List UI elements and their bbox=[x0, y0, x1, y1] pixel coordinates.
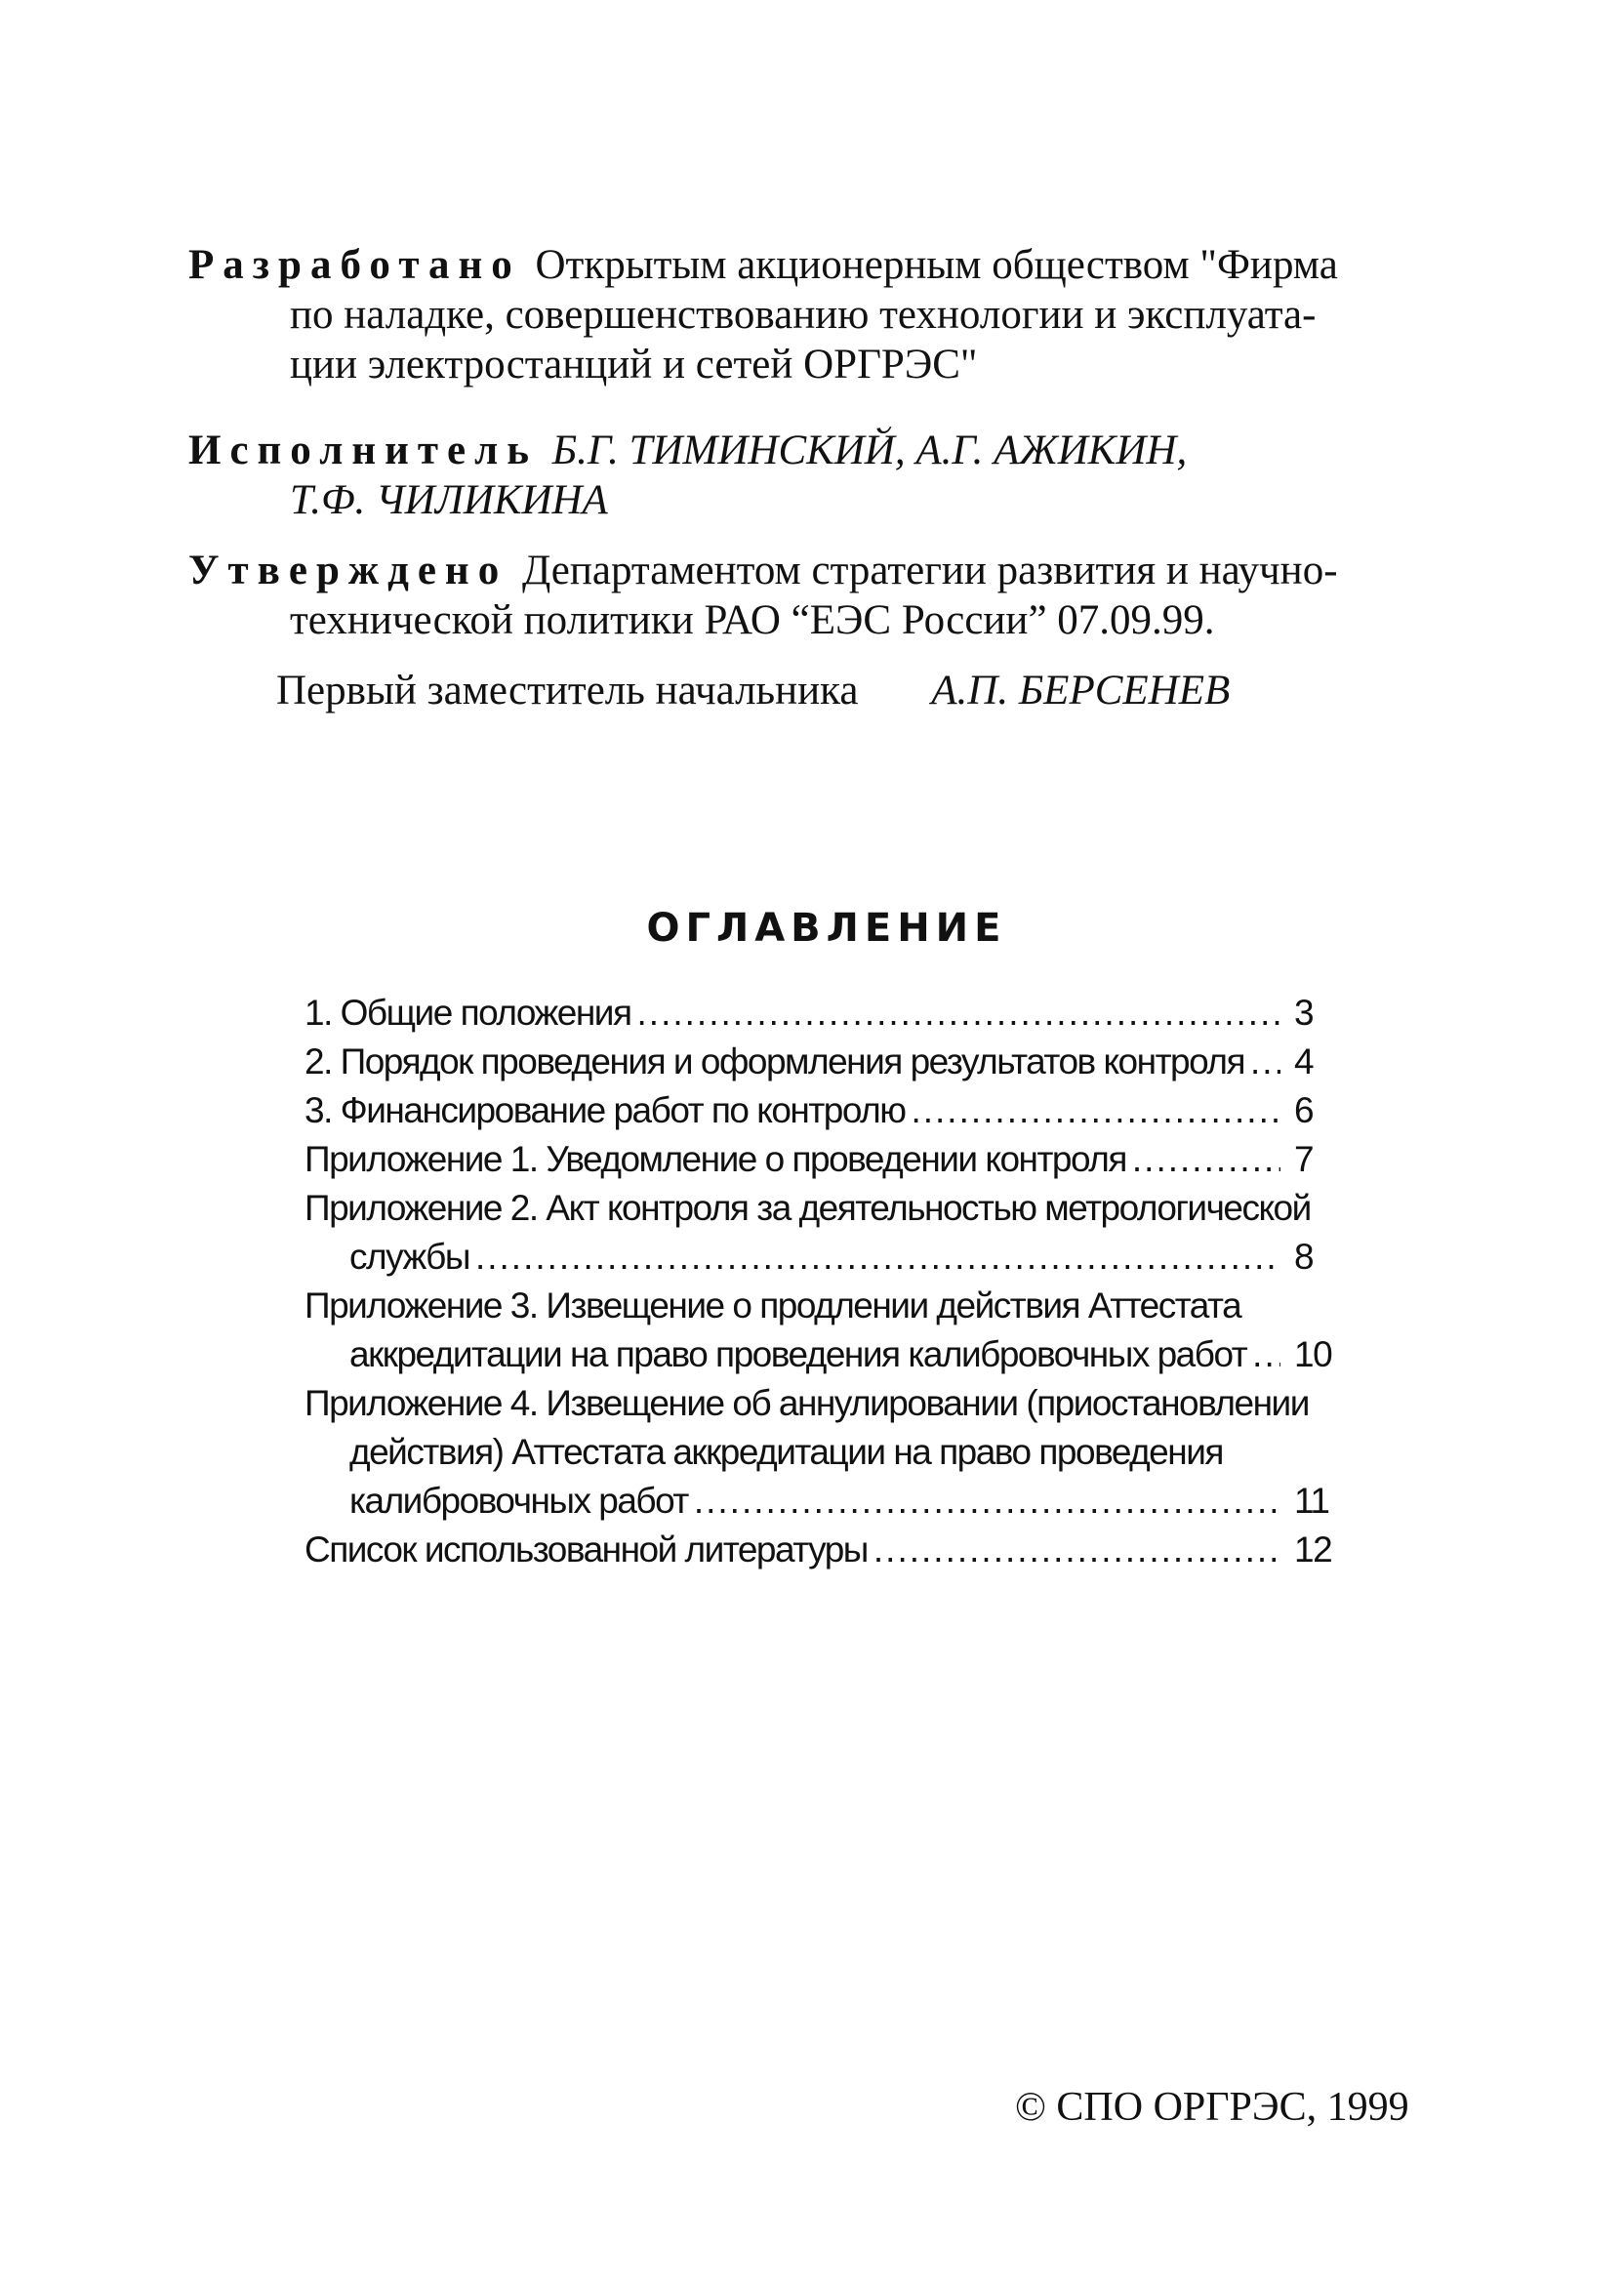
toc-entry bbox=[304, 1086, 1339, 1135]
copyright-notice: © СПО ОРГРЭС, 1999 bbox=[1015, 2085, 1409, 2130]
toc-entry bbox=[304, 1135, 1339, 1184]
toc-page-number: 3 bbox=[1294, 993, 1314, 1033]
developer-line-3: ции электростанций и сетей ОРГРЭС" bbox=[290, 342, 978, 387]
toc-leader-dots bbox=[911, 1086, 1280, 1135]
toc-leader-dots bbox=[1252, 1330, 1280, 1379]
executor-line-2: Т.Ф. ЧИЛИКИНА bbox=[290, 477, 608, 523]
toc-page-number: 8 bbox=[1294, 1237, 1314, 1277]
toc-leader-dots bbox=[475, 1233, 1280, 1282]
toc-entry-text: 3. Финансирование работ по контролю bbox=[304, 1090, 906, 1130]
toc-entry bbox=[304, 1282, 1339, 1379]
signature-position: Первый заместитель начальника bbox=[276, 668, 859, 714]
toc-entry-text: 2. Порядок проведения и оформления результатов контроля bbox=[304, 1041, 1244, 1081]
approved-line-1: Департаментом стратегии развития и научно- bbox=[521, 548, 1338, 593]
toc-entry-text: Список использованной литературы bbox=[304, 1529, 868, 1570]
toc-entry-text: калибровочных работ bbox=[349, 1481, 688, 1521]
toc-entry-line bbox=[304, 1428, 1339, 1477]
toc-page-number: 11 bbox=[1294, 1481, 1329, 1521]
approved-label: Утверждено bbox=[188, 548, 508, 593]
toc-page-number: 7 bbox=[1294, 1139, 1314, 1179]
toc-entry-line bbox=[304, 1038, 1339, 1086]
toc-leader-dots bbox=[873, 1526, 1280, 1574]
developer-credit bbox=[188, 240, 1477, 426]
toc-page-number: 6 bbox=[1294, 1090, 1314, 1130]
approved-credit bbox=[188, 546, 1477, 666]
toc-entry-line bbox=[304, 1086, 1339, 1135]
toc-entry-line bbox=[304, 1330, 1339, 1379]
approved-line-2: технической политики РАО “ЕЭС России” 07.09.99. bbox=[290, 597, 1215, 643]
toc-entry bbox=[304, 1379, 1339, 1526]
toc-entry bbox=[304, 1526, 1339, 1574]
toc-entry-line bbox=[304, 1477, 1339, 1526]
toc-entry-text: аккредитации на право проведения калибровочных работ bbox=[349, 1334, 1247, 1374]
toc-page-number: 4 bbox=[1294, 1041, 1314, 1081]
developer-label: Разработано bbox=[188, 242, 521, 288]
toc-entry-line bbox=[304, 989, 1339, 1038]
executor-label: Исполнитель bbox=[188, 428, 538, 473]
credits-section bbox=[188, 240, 1477, 715]
toc-entry-text: Приложение 2. Акт контроля за деятельностью метрологической bbox=[304, 1188, 1311, 1228]
toc-leader-dots bbox=[1250, 1038, 1280, 1086]
toc-leader-dots bbox=[694, 1477, 1280, 1526]
signature-name: А.П. БЕРСЕНЕВ bbox=[931, 668, 1231, 714]
toc-entry-text: службы bbox=[349, 1237, 469, 1277]
toc-leader-dots bbox=[1132, 1135, 1280, 1184]
table-of-contents bbox=[304, 989, 1339, 1574]
toc-entry-text: Приложение 1. Уведомление о проведении контроля bbox=[304, 1139, 1126, 1179]
toc-entry-line bbox=[304, 1282, 1339, 1330]
executor-credit bbox=[188, 426, 1477, 546]
toc-entry-line bbox=[304, 1184, 1339, 1233]
toc-leader-dots bbox=[637, 989, 1280, 1038]
developer-line-1: Открытым акционерным обществом "Фирма bbox=[535, 242, 1338, 288]
toc-entry-line bbox=[304, 1135, 1339, 1184]
toc-entry-line bbox=[304, 1526, 1339, 1574]
toc-page-number: 10 bbox=[1294, 1334, 1332, 1374]
toc-entry-line bbox=[304, 1233, 1339, 1282]
toc-entry bbox=[304, 1184, 1339, 1282]
toc-entry-text: действия) Аттестата аккредитации на право проведения bbox=[349, 1432, 1223, 1472]
developer-line-2: по наладке, совершенствованию технологии и эксплуата- bbox=[290, 292, 1317, 338]
toc-entry bbox=[304, 1038, 1339, 1086]
toc-entry-text: Приложение 4. Извещение об аннулировании (приостановлении bbox=[304, 1383, 1309, 1423]
toc-entry-line bbox=[304, 1379, 1339, 1428]
toc-entry-text: Приложение 3. Извещение о продлении действия Аттестата bbox=[304, 1285, 1241, 1326]
toc-entry-text: 1. Общие положения bbox=[304, 993, 631, 1033]
toc-page-number: 12 bbox=[1294, 1529, 1332, 1570]
toc-entry bbox=[304, 989, 1339, 1038]
toc-title: ОГЛАВЛЕНИЕ bbox=[646, 906, 1007, 951]
signature-line bbox=[188, 666, 1477, 715]
executor-line-1: Б.Г. ТИМИНСКИЙ, А.Г. АЖИКИН, bbox=[551, 428, 1188, 473]
